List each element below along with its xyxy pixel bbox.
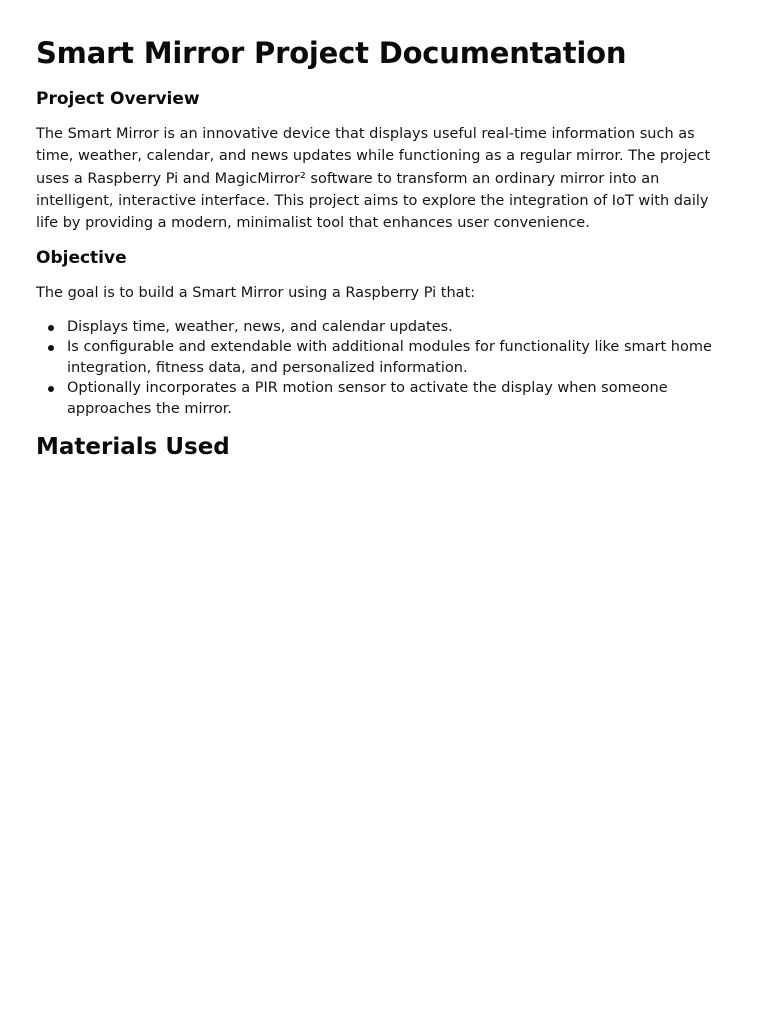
objective-list-item-text: Optionally incorporates a PIR motion sensor to activate the display when someone approaches the mirror. [67, 380, 668, 417]
document-title: Smart Mirror Project Documentation [36, 36, 627, 70]
objective-list-item [67, 317, 732, 338]
bullet-icon [48, 345, 54, 351]
objective-list-item [67, 378, 732, 419]
project-overview-paragraph: The Smart Mirror is an innovative device that displays useful real-time information such as time, weather, calendar, and news updates while functioning as a regular mirror. The project uses a Raspberry Pi and MagicMirror² software to transform an ordinary mirror into an intelligent, interactive interface. This project aims to explore the integration of IoT with daily life by providing a modern, minimalist tool that enhances user convenience. [36, 126, 711, 232]
objective-list-item [67, 337, 732, 378]
objective-list [36, 317, 732, 420]
objective-intro: The goal is to build a Smart Mirror using a Raspberry Pi that: [36, 285, 476, 302]
objective-list-item-text: Is configurable and extendable with additional modules for functionality like smart home integration, fitness data, and personalized information. [67, 339, 712, 376]
bullet-icon [48, 325, 54, 331]
objective-heading: Objective [36, 248, 127, 269]
materials-used-heading: Materials Used [36, 434, 230, 461]
project-overview-heading: Project Overview [36, 89, 200, 109]
bullet-icon [48, 386, 54, 392]
objective-list-item-text: Displays time, weather, news, and calendar updates. [67, 318, 453, 335]
